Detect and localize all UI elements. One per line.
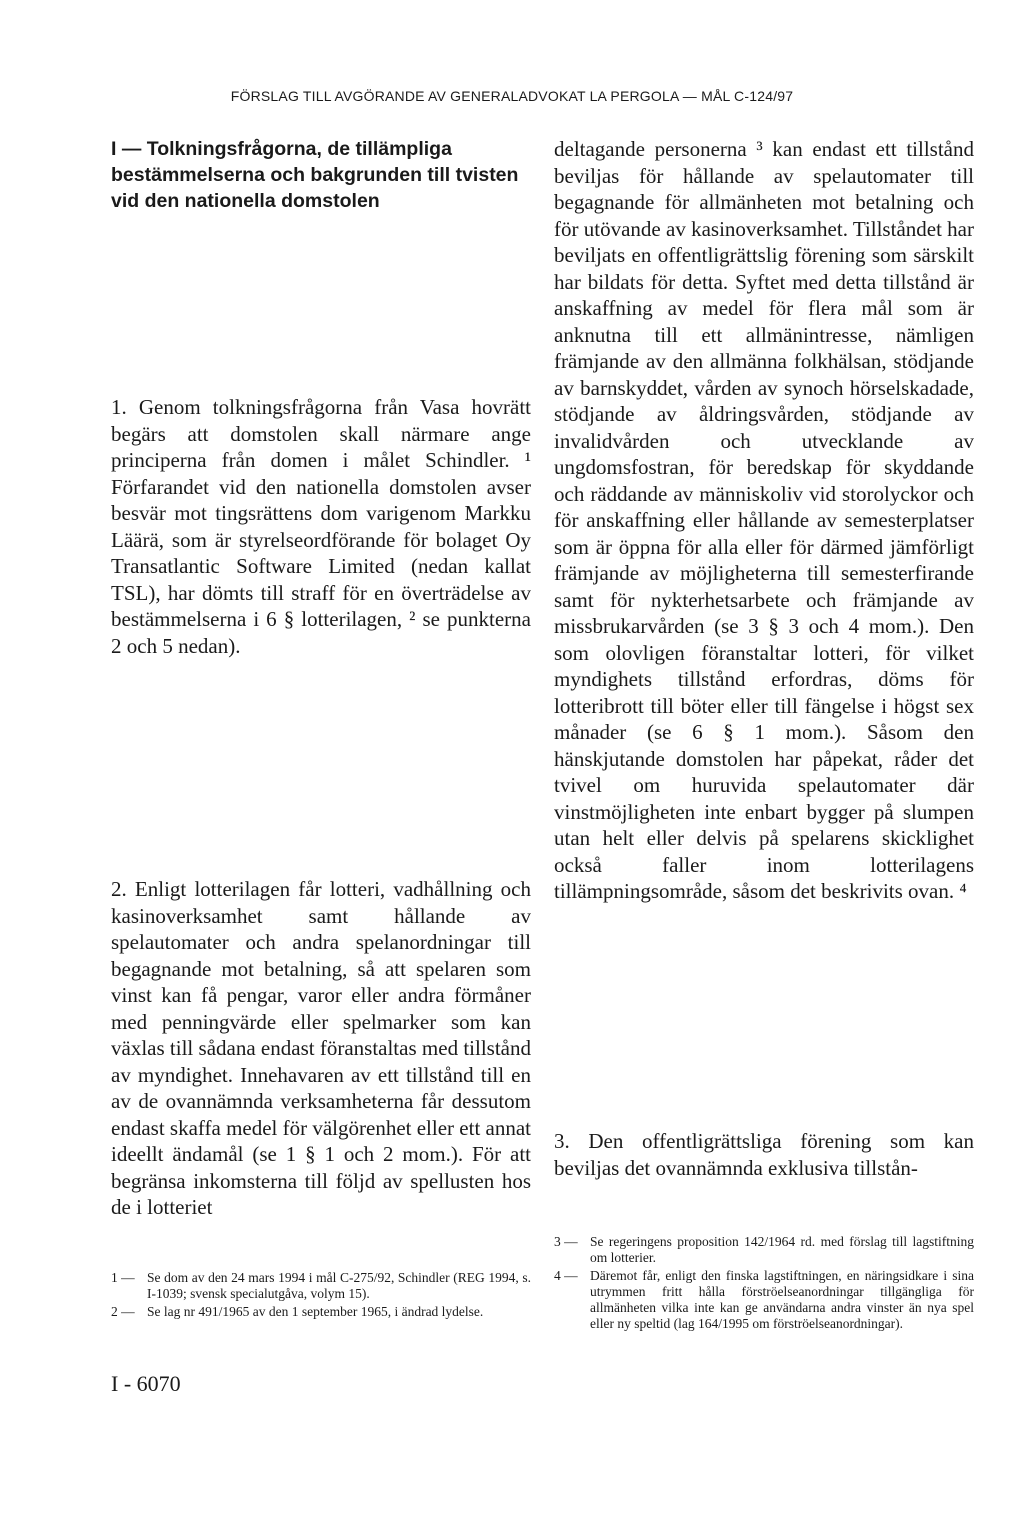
footnote-marker: 4 — — [554, 1268, 578, 1283]
left-paragraph-2 — [111, 876, 531, 1221]
left-paragraph-1 — [111, 394, 531, 659]
footnotes-right — [554, 1234, 974, 1334]
footnote-text: Se lag nr 491/1965 av den 1 september 1965, i ändrad lydelse. — [147, 1304, 484, 1319]
footnote-1 — [111, 1270, 531, 1302]
footnote-marker: 2 — — [111, 1304, 135, 1319]
paragraph-text: 3. Den offentligrättsliga förening som kan beviljas det ovannämnda exklusiva tillstån- — [554, 1129, 974, 1180]
paragraph-text: 2. Enligt lotterilagen får lotteri, vadhållning och kasinoverksamhet samt hållande av spelautomater och andra spelanordningar till begagnande mot betalning, så att spelaren som vinst kan få pengar, varor eller andra förmåner med penningvärde eller spelmarker som kan växlas till sådana endast föranstaltas med tillstånd av myndighet. Innehavaren av ett tillstånd till en av de ovannämnda verksamheterna får dessutom endast skaffa medel för välgörenhet eller ett annat ideellt ändamål (se 1 § 1 och 2 mom.). För att begränsa inkomsterna till följd av spellusten hos de i lotteriet — [111, 877, 532, 1219]
section-heading: I — Tolkningsfrågorna, de tillämpliga bestämmelserna och bakgrunden till tvisten vid den nationella domstolen — [111, 138, 519, 212]
running-head: FÖRSLAG TILL AVGÖRANDE AV GENERALADVOKAT LA PERGOLA — MÅL C-124/97 — [230, 88, 794, 104]
right-paragraph-1 — [554, 136, 974, 905]
paragraph-text: 1. Genom tolkningsfrågorna från Vasa hovrätt begärs att domstolen skall närmare ange principerna från domen i målet Schindler. ¹ Förfarandet vid den nationella domstolen avser besvär mot tingsrättens dom varigenom Markku Läärä, som är styrelseordförande för bolaget Oy Transatlantic Software Limited (nedan kallat TSL), har dömts till straff för en överträdelse av bestämmelserna i 6 § lotterilagen, ² se punkterna 2 och 5 nedan). — [111, 395, 531, 658]
paragraph-text: deltagande personerna ³ kan endast ett tillstånd beviljas för hållande av spelautomater till begagnande för allmänheten mot betalning och för utövande av kasinoverksamhet. Tillståndet har beviljats en offentligrättslig förening som särskilt har bildats för detta. Syftet med detta tillstånd är anskaffning av medel för flera mål som är anknutna till ett allmänintresse, nämligen främjande av den allmänna folkhälsan, stödjande av barnskyddet, vården av synoch hörselskadade, stödjande av åldringsvården, stödjande av invalidvården och utvecklande av ungdomsfostran, för beredskap för skyddande och räddande av människoliv vid storolyckor och för anskaffning eller hållande av semesterplatser som är öppna för alla eller för därmed jämförligt främjande av möjligheterna till semesterfirande samt för nykterhetsarbete och främjande av missbrukarvården (se 3 § 3 och 4 mom.). Den som olovligen föranstaltar lotteri, för vilket myndighets tillstånd erfordras, döms för lotteribrott till böter eller till fängelse i högst sex månader (se 6 § 1 mom.). Såsom den hänskjutande domstolen har påpekat, råder det tvivel om huruvida spelautomater där vinstmöjligheten inte enbart bygger på slumpen utan helt eller delvis på spelarens skicklighet också faller inom lotterilagens tillämpningsområde, såsom det beskrivits ovan. ⁴ — [554, 137, 974, 903]
footnotes-left — [111, 1270, 531, 1322]
footnote-4 — [554, 1268, 974, 1332]
footnote-marker: 3 — — [554, 1234, 578, 1249]
footnote-3 — [554, 1234, 974, 1266]
right-paragraph-2 — [554, 1128, 974, 1181]
footnote-text: Se regeringens proposition 142/1964 rd. med förslag till lagstiftning om lotterier. — [590, 1234, 974, 1265]
footnote-marker: 1 — — [111, 1270, 135, 1285]
footnote-2 — [111, 1304, 531, 1320]
footnote-text: Se dom av den 24 mars 1994 i mål C-275/92, Schindler (REG 1994, s. I-1039; svensk specialutgåva, volym 15). — [147, 1270, 531, 1301]
footnote-text: Däremot får, enligt den finska lagstiftningen, en näringsidkare i sina utrymmen fritt hålla förströelseanordningar tillgängliga för allmänheten vilka inte kan ge användarna andra vinster än nya spel eller ny speltid (lag 164/1995 om förströelseanordningar). — [590, 1268, 974, 1331]
page-number: I - 6070 — [111, 1371, 181, 1396]
